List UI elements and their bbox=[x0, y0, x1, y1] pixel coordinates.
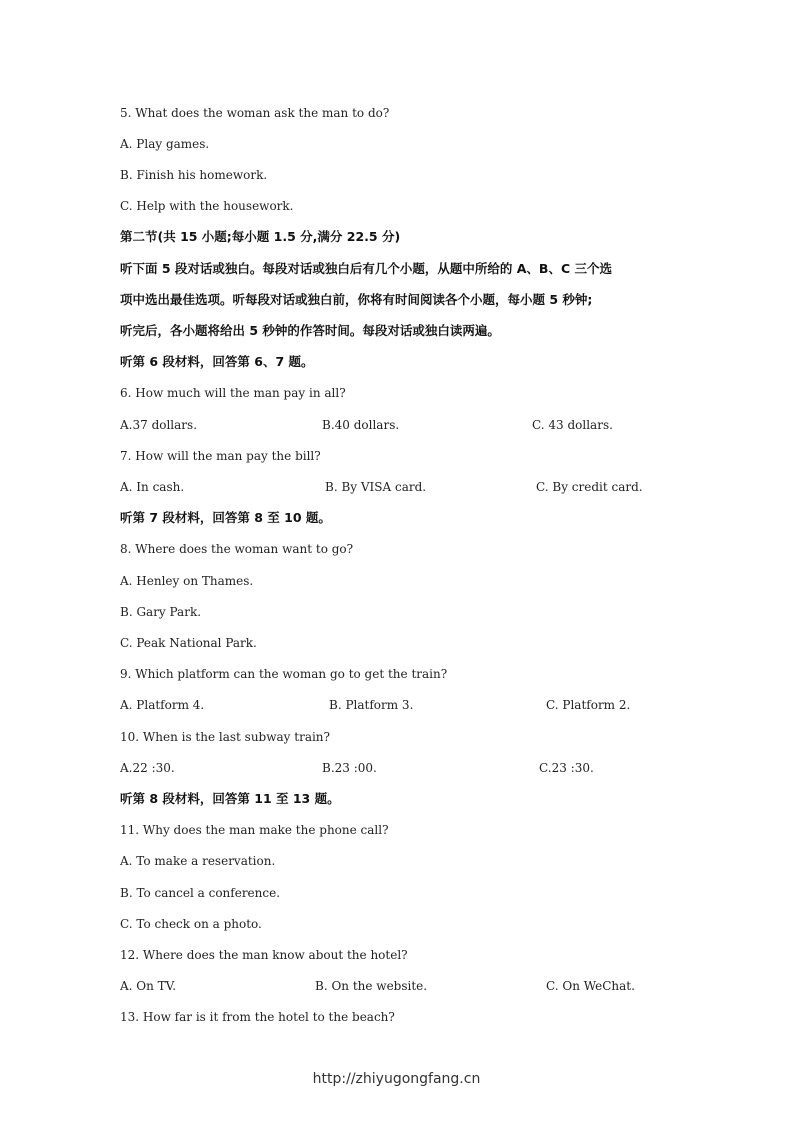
q7-option-b: B. By VISA card. bbox=[325, 480, 427, 494]
q11-option-b: B. To cancel a conference. bbox=[120, 886, 281, 900]
q6-option-b: B.40 dollars. bbox=[322, 418, 400, 432]
q10-option-c: C.23 :30. bbox=[539, 761, 594, 775]
q7-option-a: A. In cash. bbox=[120, 480, 185, 494]
question-10: 10. When is the last subway train? bbox=[120, 730, 330, 744]
instructions-line-3: 听完后，各小题将给出 5 秒钟的作答时间。每段对话或独白读两遍。 bbox=[120, 323, 500, 338]
q9-option-c: C. Platform 2. bbox=[546, 698, 631, 712]
q5-option-c: C. Help with the housework. bbox=[120, 199, 294, 213]
question-6: 6. How much will the man pay in all? bbox=[120, 386, 346, 400]
q6-option-a: A.37 dollars. bbox=[120, 418, 198, 432]
question-9: 9. Which platform can the woman go to get the train? bbox=[120, 667, 448, 681]
question-7: 7. How will the man pay the bill? bbox=[120, 449, 321, 463]
q12-option-c: C. On WeChat. bbox=[546, 979, 635, 993]
instructions-line-1: 听下面 5 段对话或独白。每段对话或独白后有几个小题，从题中所给的 A、B、C 三个选 bbox=[120, 261, 612, 276]
q9-option-b: B. Platform 3. bbox=[329, 698, 414, 712]
q7-option-c: C. By credit card. bbox=[536, 480, 643, 494]
q10-option-b: B.23 :00. bbox=[322, 761, 377, 775]
question-12: 12. Where does the man know about the hotel? bbox=[120, 948, 408, 962]
question-8: 8. Where does the woman want to go? bbox=[120, 542, 354, 556]
question-11: 11. Why does the man make the phone call? bbox=[120, 823, 389, 837]
q12-option-a: A. On TV. bbox=[120, 979, 177, 993]
footer-url[interactable]: http://zhiyugongfang.cn bbox=[312, 1071, 481, 1087]
instructions-line-2: 项中选出最佳选项。听每段对话或独白前，你将有时间阅读各个小题，每小题 5 秒钟; bbox=[120, 292, 593, 307]
section-heading: 第二节(共 15 小题;每小题 1.5 分,满分 22.5 分) bbox=[120, 229, 401, 244]
q8-option-c: C. Peak National Park. bbox=[120, 636, 257, 650]
q12-option-b: B. On the website. bbox=[315, 979, 428, 993]
q8-option-b: B. Gary Park. bbox=[120, 605, 202, 619]
q5-option-a: A. Play games. bbox=[120, 137, 210, 151]
q5-option-b: B. Finish his homework. bbox=[120, 168, 268, 182]
q11-option-a: A. To make a reservation. bbox=[120, 854, 276, 868]
q10-option-a: A.22 :30. bbox=[120, 761, 175, 775]
q8-option-a: A. Henley on Thames. bbox=[120, 574, 254, 588]
q6-option-c: C. 43 dollars. bbox=[532, 418, 613, 432]
question-5: 5. What does the woman ask the man to do? bbox=[120, 106, 390, 120]
material-6-heading: 听第 6 段材料，回答第 6、7 题。 bbox=[120, 354, 314, 369]
material-8-heading: 听第 8 段材料，回答第 11 至 13 题。 bbox=[120, 791, 340, 806]
q11-option-c: C. To check on a photo. bbox=[120, 917, 262, 931]
material-7-heading: 听第 7 段材料，回答第 8 至 10 题。 bbox=[120, 510, 331, 525]
q9-option-a: A. Platform 4. bbox=[120, 698, 205, 712]
question-13: 13. How far is it from the hotel to the beach? bbox=[120, 1010, 395, 1024]
